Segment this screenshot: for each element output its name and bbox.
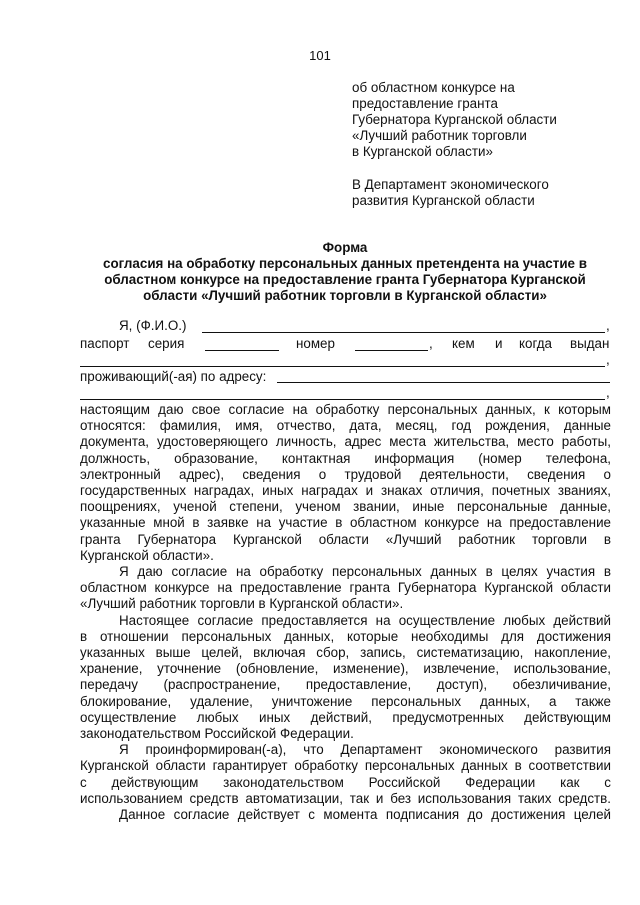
who-label: кем (452, 336, 475, 351)
and-label: и (495, 336, 503, 351)
issued-by-field[interactable] (80, 366, 605, 367)
comma: , (606, 352, 610, 367)
body-line: поощрениях, ученой степени, ученом звании, иные персональные данные, (80, 499, 611, 515)
regulation-line: об областном конкурсе на (352, 80, 515, 95)
passport-label: паспорт (80, 336, 130, 351)
passport-series-field[interactable] (205, 350, 279, 351)
body-line: настоящим даю свое согласие на обработку персональных данных, к которым (80, 402, 611, 417)
fio-field[interactable] (202, 332, 605, 333)
form-title-line: согласия на обработку персональных данных претендента на участие в (103, 256, 587, 271)
form-title (80, 240, 610, 304)
body-line: гранта Губернатора Курганской области «Лучший работник торговли в (80, 531, 611, 547)
body-line: Я проинформирован(-а), что Департамент экономического развития (119, 742, 611, 758)
when-label: когда (519, 336, 552, 351)
regulation-line: предоставление гранта (352, 96, 498, 111)
regulation-reference (352, 80, 557, 160)
regulation-line: в Курганской области» (352, 144, 493, 159)
body-line: Курганской области». (80, 547, 214, 563)
form-title-line: областном конкурсе на предоставление гранта Губернатора Курганской (104, 272, 586, 287)
body-line: хранение, уточнение (обновление, изменение), извлечение, использование, (80, 661, 611, 677)
body-line: Курганской области гарантирует обработку персональных данных в соответствии (80, 758, 611, 774)
number-label: номер (296, 336, 335, 351)
body-line: электронный адрес), сведения о трудовой деятельности, сведения о (80, 466, 611, 482)
body-line: указанных выше целей, включая сбор, запись, систематизацию, накопление, (80, 645, 611, 660)
body-line: Настоящее согласие предоставляется на осуществление любых действий (119, 612, 611, 628)
body-line: блокирование, удаление, уничтожение персональных данных, а также (80, 693, 611, 709)
body-line: государственных наградах, иных наградах и знаках отличия, почетных званиях, (80, 483, 611, 498)
body-line: осуществление любых иных действий, предусмотренных действующим (80, 709, 611, 725)
body-line: должность, образование, контактная информация (номер телефона, (80, 450, 611, 466)
body-line: «Лучший работник торговли в Курганской области». (80, 596, 404, 612)
comma: , (606, 318, 610, 333)
addressee-line: развития Курганской области (352, 193, 535, 208)
fio-label: Я, (Ф.И.О.) (119, 318, 187, 333)
comma: , (606, 385, 610, 400)
addressee-line: В Департамент экономического (352, 177, 549, 192)
body-line: указанные мной в заявке на участие в областном конкурсе на предоставление (80, 515, 611, 531)
body-line: относятся: фамилия, имя, отчество, дата, месяц, год рождения, данные (80, 418, 611, 434)
issued-label: выдан (570, 336, 610, 351)
series-label: серия (148, 336, 185, 351)
body-line: с действующим законодательством Российской Федерации как с (80, 774, 611, 790)
page-number: 101 (309, 48, 331, 63)
body-line: законодательством Российской Федерации. (80, 726, 354, 741)
passport-number-field[interactable] (355, 350, 428, 351)
regulation-line: Губернатора Курганской области (352, 112, 557, 127)
addressee (352, 177, 549, 209)
address-field[interactable] (277, 382, 610, 383)
comma: , (429, 336, 433, 351)
body-line: в отношении персональных данных, которые необходимы для достижения (80, 628, 611, 644)
body-line: передачу (распространение, предоставление, доступ), обезличивание, (80, 677, 611, 693)
body-line: Данное согласие действует с момента подписания до достижения целей (119, 807, 611, 822)
body-line: Я даю согласие на обработку персональных данных в целях участия в (119, 564, 611, 579)
regulation-line: «Лучший работник торговли (352, 128, 527, 143)
form-title-line: области «Лучший работник торговли в Курганской области» (143, 288, 547, 303)
form-title-line: Форма (322, 240, 368, 255)
body-line: областном конкурсе на предоставление гранта Губернатора Курганской области (80, 580, 611, 596)
address-label: проживающий(-ая) по адресу: (80, 369, 267, 384)
address-field-continued[interactable] (80, 399, 605, 400)
body-line: использованием средств автоматизации, так и без использования таких средств. (80, 790, 611, 806)
body-line: документа, удостоверяющего личность, адрес места жительства, место работы, (80, 434, 611, 450)
